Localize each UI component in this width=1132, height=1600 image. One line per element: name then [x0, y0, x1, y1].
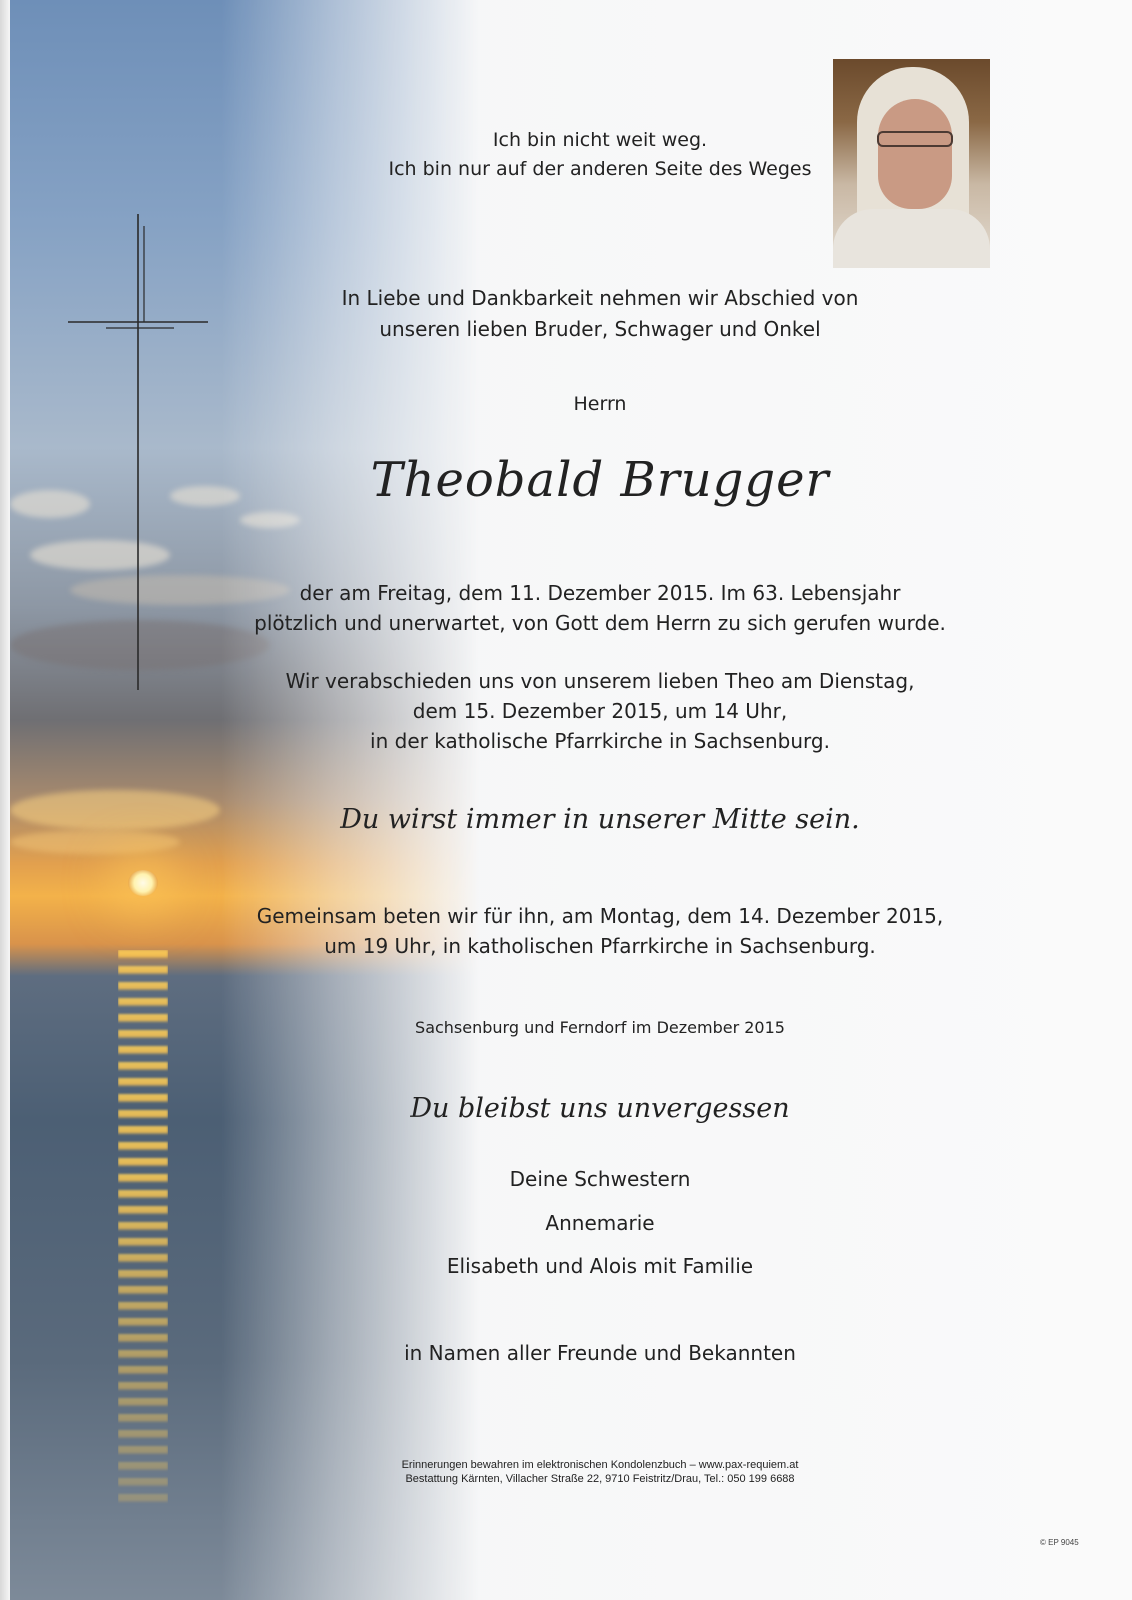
- copyright-mark: © EP 9045: [1040, 1538, 1079, 1547]
- deceased-name: Theobald Brugger: [370, 452, 830, 508]
- paper-edge: [0, 0, 10, 1600]
- portrait-shirt: [833, 209, 990, 268]
- prayer-line: um 19 Uhr, in katholischen Pfarrkirche in Sachsenburg.: [324, 934, 876, 958]
- farewell-block: [150, 283, 1050, 345]
- motto-mitte: Du wirst immer in unserer Mitte sein.: [340, 804, 860, 835]
- cloud: [240, 512, 300, 528]
- farewell-line: In Liebe und Dankbarkeit nehmen wir Abschied von: [341, 286, 859, 310]
- footer: [150, 1458, 1050, 1486]
- prayer-line: Gemeinsam beten wir für ihn, am Montag, dem 14. Dezember 2015,: [256, 904, 944, 928]
- funeral-line: in der katholische Pfarrkirche in Sachsenburg.: [370, 729, 830, 753]
- mourner-sisters: Deine Schwestern: [509, 1167, 691, 1191]
- quote-line: Ich bin nur auf der anderen Seite des Weges: [388, 158, 812, 180]
- funeral-line: Wir verabschieden uns von unserem lieben Theo am Dienstag,: [285, 669, 915, 693]
- death-notice: [150, 578, 1050, 638]
- prayer-notice: [150, 901, 1050, 961]
- funeral-line: dem 15. Dezember 2015, um 14 Uhr,: [412, 699, 788, 723]
- mourner-annemarie: Annemarie: [545, 1211, 655, 1235]
- quote-block: [150, 126, 1050, 184]
- place-date: Sachsenburg und Ferndorf im Dezember 2015: [415, 1018, 785, 1037]
- mourner-elisabeth: Elisabeth und Alois mit Familie: [446, 1254, 754, 1278]
- quote-line: Ich bin nicht weit weg.: [492, 129, 708, 151]
- sun: [128, 870, 158, 896]
- farewell-line: unseren lieben Bruder, Schwager und Onkel: [379, 317, 821, 341]
- footer-address: Bestattung Kärnten, Villacher Straße 22, 9710 Feistritz/Drau, Tel.: 050 199 6688: [405, 1473, 795, 1485]
- mourner-friends: in Namen aller Freunde und Bekannten: [404, 1341, 796, 1365]
- death-line: plötzlich und unerwartet, von Gott dem Herrn zu sich gerufen wurde.: [254, 611, 946, 635]
- funeral-notice: [150, 666, 1050, 756]
- death-line: der am Freitag, dem 11. Dezember 2015. Im 63. Lebensjahr: [299, 581, 901, 605]
- footer-condolence: Erinnerungen bewahren im elektronischen Kondolenzbuch – www.pax-requiem.at: [401, 1459, 799, 1471]
- salutation: Herrn: [573, 393, 627, 415]
- motto-unvergessen: Du bleibst uns unvergessen: [410, 1093, 790, 1124]
